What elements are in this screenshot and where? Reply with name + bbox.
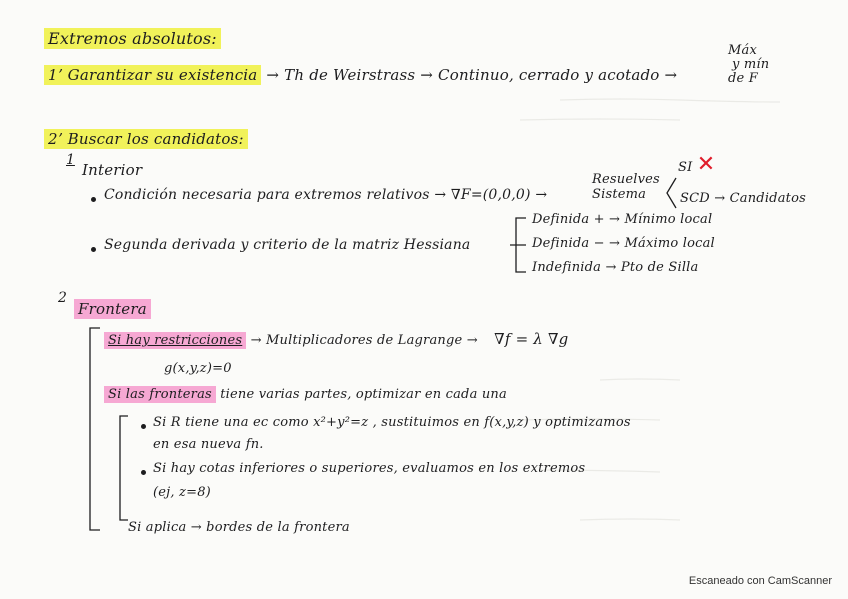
hessian-case-1-label: Definida + <box>532 212 605 227</box>
frontera-bracket-icon <box>86 324 102 534</box>
restricciones-highlight: Si hay restricciones <box>104 332 246 349</box>
page-title <box>44 30 221 48</box>
step1-result-line-1: Máx <box>728 43 757 58</box>
resolver-system <box>592 172 660 202</box>
resolver-line-1: Resuelves <box>592 172 660 187</box>
hessian-bullet: Segunda derivada y criterio de la matriz Hessiana <box>104 237 471 253</box>
step1-result-line-2: y mín <box>732 57 770 72</box>
step2-label: 2ʼ Buscar los candidatos: <box>44 129 248 149</box>
step1-arrow-2: → <box>420 66 434 84</box>
step1-arrow-1: → <box>266 66 280 84</box>
aplica-row: Si aplica → bordes de la frontera <box>128 520 350 535</box>
hessian-case-3-label: Indefinida <box>532 260 602 275</box>
hessian-case-3-result: Pto de Silla <box>620 260 699 275</box>
step1-result-line-3: de F <box>728 71 758 86</box>
step1-result <box>728 44 769 86</box>
title-highlight: Extremos absolutos: <box>44 28 221 49</box>
subcase-1-line-1: Si R tiene una ec como x²+y²=z , sustituimos en f(x,y,z) y optimizamos <box>153 415 631 430</box>
resolver-line-2: Sistema <box>592 187 647 202</box>
bullet-dot <box>141 470 146 475</box>
bullet-dot <box>141 424 146 429</box>
restricciones-row <box>104 330 568 350</box>
bullet-dot <box>91 247 96 252</box>
interior-number: 1 <box>66 152 75 168</box>
subcases-bracket-icon <box>116 412 130 524</box>
subcase-2-line-1: Si hay cotas inferiores o superiores, evaluamos en los extremos <box>153 461 586 476</box>
red-cross-icon: ✕ <box>696 152 716 177</box>
varias-partes-row <box>104 386 507 404</box>
hessian-bracket-icon <box>508 214 530 276</box>
si-label: SI <box>678 160 693 175</box>
varias-partes-highlight: Si las fronteras <box>104 386 216 403</box>
frontera-number: 2 <box>58 290 67 306</box>
hessian-case-3: Indefinida → Pto de Silla <box>532 260 699 275</box>
step1-row <box>44 66 677 84</box>
subcase-2-line-2: (ej, z=8) <box>153 485 211 500</box>
brace-bracket-icon <box>664 176 678 210</box>
necessary-condition-text: Condición necesaria para extremos relativos <box>104 187 430 203</box>
weierstrass-condition: Continuo, cerrado y acotado <box>438 66 660 84</box>
hessian-case-1-result: Mínimo local <box>624 212 713 227</box>
step1-arrow-3: → <box>664 66 678 84</box>
frontera-label <box>74 300 151 318</box>
weierstrass-theorem: Th de Weirstrass <box>284 66 416 84</box>
si-case <box>678 152 716 177</box>
frontera-highlight: Frontera <box>74 299 151 319</box>
scanner-footer: Escaneado con CamScanner <box>688 575 832 587</box>
bullet-dot <box>91 197 96 202</box>
hessian-case-2-label: Definida − <box>532 236 605 251</box>
hessian-case-1: Definida + → Mínimo local <box>532 212 713 227</box>
varias-partes-text: tiene varias partes, optimizar en cada una <box>220 387 507 402</box>
lagrange-equation: ∇f = λ ∇g <box>494 330 569 348</box>
subcase-1-line-2: en esa nueva fn. <box>153 437 264 452</box>
interior-label: Interior <box>82 161 143 179</box>
step1-label: 1ʼ Garantizar su existencia <box>44 65 261 85</box>
interior-bullet-1 <box>104 186 547 204</box>
hessian-case-2-result: Máximo local <box>624 236 715 251</box>
hessian-case-2: Definida − → Máximo local <box>532 236 715 251</box>
scd-candidates: SCD → Candidatos <box>680 191 806 206</box>
gradient-equation: → ∇F=(0,0,0) → <box>434 187 548 203</box>
constraint-equation: g(x,y,z)=0 <box>164 361 232 376</box>
lagrange-text: → Multiplicadores de Lagrange → <box>250 333 478 348</box>
step2-heading <box>44 130 248 148</box>
